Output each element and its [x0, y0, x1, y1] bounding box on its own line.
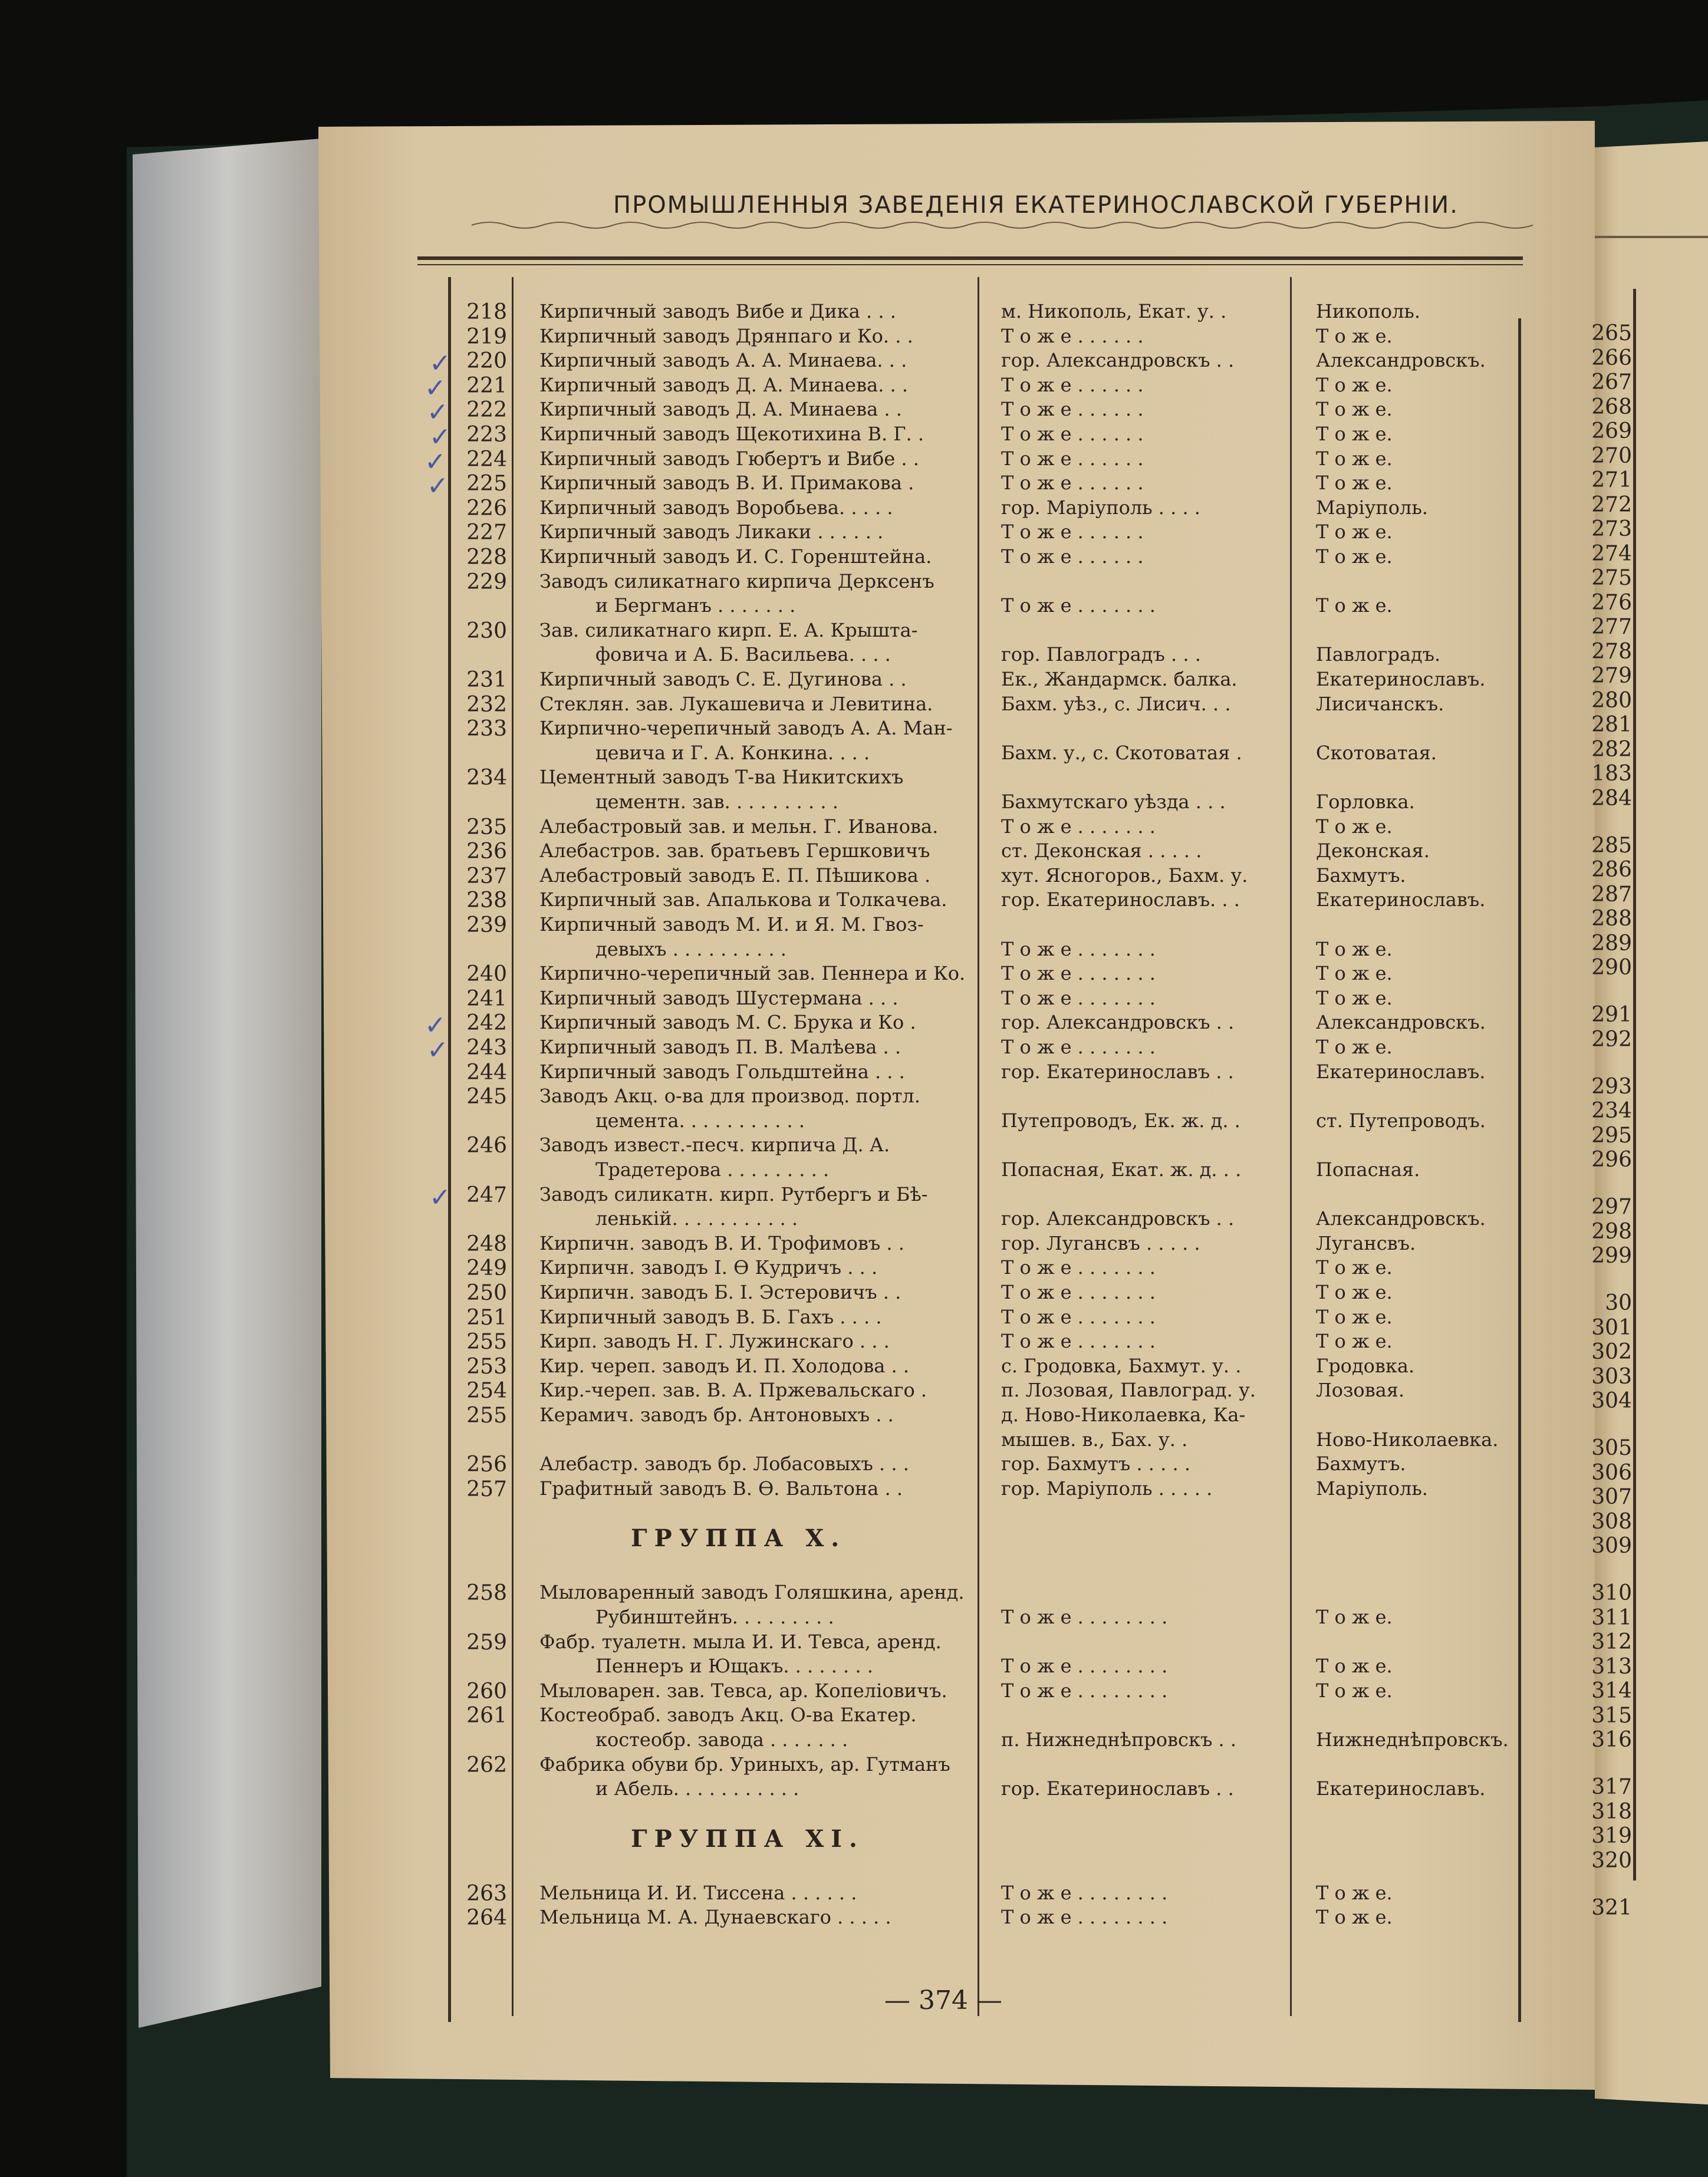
row-number: 250 — [466, 1281, 507, 1305]
right-page-row-number: 30 — [1605, 1291, 1632, 1315]
enterprise-location: Т о ж е . . . . . . — [1001, 521, 1144, 544]
enterprise-name: Алебастров. зав. братьевъ Гершковичъ — [539, 839, 930, 862]
right-page-row-number: 271 — [1591, 468, 1632, 492]
enterprise-name: Алебастровый заводъ Е. П. Пѣшикова . — [539, 864, 931, 887]
enterprise-location: Т о ж е . . . . . . — [1001, 398, 1144, 421]
right-page-row-number: 280 — [1591, 688, 1632, 713]
railway-station: Т о ж е. — [1316, 447, 1393, 470]
row-number: 237 — [466, 864, 507, 888]
enterprise-name: Рубинштейнъ. . . . . . . . . — [595, 1606, 834, 1628]
row-number: 238 — [466, 888, 507, 913]
page-header: ПРОМЫШЛЕННЫЯ ЗАВЕДЕНІЯ ЕКАТЕРИНОСЛАВСКОЙ ГУБЕРНІИ. — [613, 192, 1459, 219]
row-number: 224 — [466, 447, 507, 472]
enterprise-name: Мыловарен. зав. Тевса, ар. Копеліовичъ. — [539, 1679, 947, 1702]
row-number: 221 — [466, 373, 507, 398]
row-number: 259 — [466, 1630, 507, 1655]
enterprise-name: Фабрика обуви бр. Уриныхъ, ар. Гутманъ — [539, 1753, 950, 1776]
railway-station: Т о ж е. — [1316, 962, 1393, 985]
railway-station: Гродовка. — [1316, 1354, 1415, 1377]
enterprise-name: костеобр. завода . . . . . . . — [595, 1728, 848, 1751]
railway-station: Екатеринославъ. — [1316, 668, 1486, 690]
check-mark-icon: ✓ — [424, 446, 446, 477]
enterprise-name: Кирпичный заводъ А. А. Минаева. . . — [539, 349, 907, 372]
enterprise-location: гор. Екатеринославъ . . — [1001, 1777, 1234, 1800]
railway-station: Т о ж е. — [1316, 1256, 1393, 1279]
railway-station: Т о ж е. — [1316, 1606, 1393, 1628]
enterprise-name: Кирпично-черепичный заводъ А. А. Ман- — [539, 717, 953, 740]
railway-station: Бахмутъ. — [1316, 1453, 1406, 1476]
enterprise-location: Т о ж е . . . . . . . — [1001, 1256, 1156, 1279]
enterprise-location: гор. Маріуполь . . . . . — [1001, 1477, 1213, 1500]
railway-station: Лисичанскъ. — [1316, 692, 1444, 715]
enterprise-location: м. Никополь, Екат. у. . — [1001, 300, 1227, 322]
row-number: 234 — [466, 766, 507, 791]
railway-station: Т о ж е. — [1316, 1036, 1393, 1058]
railway-station: Скотоватая. — [1316, 741, 1437, 764]
right-page-row-number: 302 — [1591, 1340, 1632, 1364]
enterprise-name: Кирпичный заводъ В. Б. Гахъ . . . . — [539, 1305, 882, 1328]
enterprise-name: Кирпичный заводъ В. И. Примакова . — [539, 472, 914, 495]
enterprise-location: гор. Бахмутъ . . . . . — [1001, 1453, 1190, 1476]
railway-station: Маріуполь. — [1316, 496, 1428, 519]
right-page-row-number: 303 — [1591, 1364, 1632, 1389]
right-page-row-number: 319 — [1591, 1824, 1632, 1848]
enterprise-name: Алебастровый зав. и мельн. Г. Иванова. — [539, 815, 939, 838]
railway-station: Никополь. — [1316, 300, 1421, 322]
enterprise-name: Кирпичный заводъ П. В. Малѣева . . — [539, 1036, 901, 1058]
enterprise-location: Т о ж е . . . . . . . — [1001, 1036, 1156, 1058]
right-page-row-number: 321 — [1591, 1895, 1632, 1920]
right-page-row-number: 318 — [1591, 1799, 1632, 1824]
row-number: 246 — [466, 1134, 507, 1158]
right-page-row-number: 309 — [1591, 1534, 1632, 1558]
right-page-row-number: 301 — [1591, 1315, 1632, 1340]
railway-station: Екатеринославъ. — [1316, 888, 1486, 911]
row-number: 256 — [466, 1453, 507, 1477]
enterprise-location: Бахм. уѣз., с. Лисич. . . — [1001, 692, 1231, 715]
row-number: 226 — [466, 496, 507, 521]
enterprise-name: Кирпичный заводъ Гольдштейна . . . — [539, 1060, 905, 1083]
row-number: 227 — [466, 521, 507, 545]
right-page-row-number: 266 — [1591, 345, 1632, 370]
enterprise-name: Мыловаренный заводъ Голяшкина, аренд. — [539, 1581, 965, 1604]
enterprise-name: Мельница И. И. Тиссена . . . . . . — [539, 1881, 857, 1904]
page-number: — 374 — — [884, 1985, 1002, 2015]
railway-station: Т о ж е. — [1316, 1679, 1393, 1702]
enterprise-name: и Бергманъ . . . . . . . — [595, 594, 796, 617]
enterprise-location: гор. Павлоградъ . . . — [1001, 643, 1201, 666]
enterprise-name: девыхъ . . . . . . . . . . — [595, 937, 786, 960]
right-page-row-number: 285 — [1591, 833, 1632, 858]
railway-station: Павлоградъ. — [1316, 643, 1441, 666]
railway-station: Лозовая. — [1316, 1379, 1405, 1402]
enterprise-name: Кирпичный заводъ Д. А. Минаева . . — [539, 398, 902, 421]
right-page-row-number: 274 — [1591, 541, 1632, 566]
railway-station: Т о ж е. — [1316, 521, 1393, 544]
right-page-row-number: 234 — [1591, 1099, 1632, 1123]
right-page-row-number: 297 — [1591, 1195, 1632, 1219]
right-page-row-number: 299 — [1591, 1244, 1632, 1268]
enterprise-name: Кирпичн. заводъ Б. І. Эстеровичъ . . — [539, 1281, 901, 1303]
right-page-row-number: 317 — [1591, 1775, 1632, 1799]
enterprise-name: Заводъ силикатн. кирп. Рутбергъ и Бѣ- — [539, 1183, 928, 1206]
enterprise-name: цемента. . . . . . . . . . . — [595, 1109, 805, 1132]
row-number: 232 — [466, 692, 507, 717]
right-page-row-number: 313 — [1591, 1654, 1632, 1679]
enterprise-name: Алебастр. заводъ бр. Лобасовыхъ . . . — [539, 1453, 909, 1476]
row-number: 263 — [466, 1881, 507, 1906]
enterprise-location: хут. Ясногоров., Бахм. у. — [1001, 864, 1248, 887]
enterprise-location: Т о ж е . . . . . . — [1001, 324, 1144, 347]
check-mark-icon: ✓ — [427, 397, 449, 428]
enterprise-name: Кирпичный заводъ Гюбертъ и Вибе . . — [539, 447, 919, 470]
enterprise-name: Кирпичный заводъ Дрянпаго и Ко. . . — [539, 324, 913, 347]
right-page-row-number: 289 — [1591, 931, 1632, 956]
right-page-row-number: 268 — [1591, 394, 1632, 419]
row-number: 231 — [466, 668, 507, 692]
enterprise-location: Т о ж е . . . . . . . . — [1001, 1655, 1168, 1678]
enterprise-location: Т о ж е . . . . . . — [1001, 423, 1144, 445]
right-page-row-number: 286 — [1591, 858, 1632, 882]
row-number: 239 — [466, 913, 507, 937]
enterprise-name: Кирпичный заводъ Щекотихина В. Г. . — [539, 423, 924, 445]
railway-station: Т о ж е. — [1316, 815, 1393, 838]
row-number: 223 — [466, 423, 507, 447]
right-page-row-number: 273 — [1591, 517, 1632, 541]
row-number: 218 — [466, 300, 507, 324]
check-mark-icon: ✓ — [427, 471, 449, 502]
enterprise-name: Заводъ извест.-песч. кирпича Д. А. — [539, 1134, 890, 1157]
check-mark-icon: ✓ — [427, 1035, 449, 1065]
right-page-row-number: 279 — [1591, 664, 1632, 688]
enterprise-location: Т о ж е . . . . . . — [1001, 373, 1144, 396]
right-page-row-number: 270 — [1591, 443, 1632, 468]
enterprise-location: Т о ж е . . . . . . . . — [1001, 1881, 1168, 1904]
row-number: 248 — [466, 1231, 507, 1256]
row-number: 225 — [466, 472, 507, 496]
railway-station: Горловка. — [1316, 791, 1415, 813]
group-heading: ГРУППА XI. — [631, 1824, 864, 1853]
enterprise-name: Кирпичный заводъ М. И. и Я. М. Гвоз- — [539, 913, 924, 936]
row-number: 262 — [466, 1753, 507, 1777]
railway-station: Маріуполь. — [1316, 1477, 1428, 1500]
enterprise-location: Т о ж е . . . . . . . . — [1001, 1679, 1168, 1702]
right-page-row-number: 265 — [1591, 321, 1632, 345]
enterprise-name: цементн. зав. . . . . . . . . . — [595, 791, 838, 813]
enterprise-location: Т о ж е . . . . . . . — [1001, 962, 1156, 985]
right-page-row-number: 295 — [1591, 1123, 1632, 1148]
right-page-row-number: 305 — [1591, 1436, 1632, 1460]
right-page-row-number: 287 — [1591, 882, 1632, 907]
right-page-row-number: 316 — [1591, 1728, 1632, 1752]
row-number: 242 — [466, 1011, 507, 1036]
row-number: 247 — [466, 1183, 507, 1207]
enterprise-location: Т о ж е . . . . . . . — [1001, 1330, 1156, 1353]
row-number: 230 — [466, 618, 507, 643]
row-number: 249 — [466, 1256, 507, 1281]
railway-station: Александровскъ. — [1316, 1207, 1486, 1230]
right-page-row-number: 284 — [1591, 786, 1632, 811]
enterprise-name: Зав. силикатнаго кирп. Е. А. Крышта- — [539, 618, 918, 641]
enterprise-name: Керамич. заводъ бр. Антоновыхъ . . — [539, 1404, 894, 1426]
enterprise-location: Т о ж е . . . . . . . — [1001, 1281, 1156, 1303]
railway-station: Лугансвъ. — [1316, 1231, 1416, 1254]
row-number: 260 — [466, 1679, 507, 1704]
enterprise-location: мышев. в., Бах. у. . — [1001, 1428, 1188, 1451]
railway-station: Т о ж е. — [1316, 986, 1393, 1009]
enterprise-name: Кирпично-черепичный зав. Пеннера и Ко. — [539, 962, 966, 985]
right-page-row-number: 277 — [1591, 615, 1632, 639]
right-page-row-number: 315 — [1591, 1703, 1632, 1728]
enterprise-location: гор. Маріуполь . . . . — [1001, 496, 1200, 519]
railway-station: Екатеринославъ. — [1316, 1777, 1486, 1800]
enterprise-location: Бахм. у., с. Скотоватая . — [1001, 741, 1242, 764]
right-page-row-number: 290 — [1591, 956, 1632, 980]
enterprise-name: Кирпичный заводъ Вибе и Дика . . . — [539, 300, 896, 322]
row-number: 251 — [466, 1305, 507, 1330]
enterprise-name: Кирпичн. заводъ В. И. Трофимовъ . . — [539, 1231, 904, 1254]
railway-station: Нижнеднѣпровскъ. — [1316, 1728, 1509, 1751]
railway-station: Т о ж е. — [1316, 1906, 1393, 1929]
enterprise-location: Т о ж е . . . . . . . . — [1001, 1606, 1168, 1628]
railway-station: Деконская. — [1316, 839, 1430, 862]
enterprise-name: Традетерова . . . . . . . . . — [595, 1158, 830, 1181]
enterprise-location: гор. Александровскъ . . — [1001, 1207, 1235, 1230]
railway-station: Т о ж е. — [1316, 1881, 1393, 1904]
enterprise-location: Т о ж е . . . . . . — [1001, 472, 1144, 495]
railway-station: Александровскъ. — [1316, 1011, 1486, 1034]
right-page-row-number: 267 — [1591, 370, 1632, 394]
railway-station: Т о ж е. — [1316, 472, 1393, 495]
enterprise-location: п. Лозовая, Павлоград. у. — [1001, 1379, 1256, 1402]
enterprise-name: Кирпичный зав. Апалькова и Толкачева. — [539, 888, 947, 911]
enterprise-name: Кирпичн. заводъ І. Ѳ Кудричъ . . . — [539, 1256, 878, 1279]
enterprise-location: Бахмутскаго уѣзда . . . — [1001, 791, 1226, 813]
railway-station: Т о ж е. — [1316, 1305, 1393, 1328]
enterprise-name: Кирп. заводъ Н. Г. Лужинскаго . . . — [539, 1330, 890, 1353]
right-page-row-number: 306 — [1591, 1460, 1632, 1485]
right-page-row-number: 314 — [1591, 1679, 1632, 1703]
right-page-row-number: 308 — [1591, 1509, 1632, 1534]
right-page-row-number: 298 — [1591, 1219, 1632, 1244]
enterprise-location: Т о ж е . . . . . . — [1001, 545, 1144, 568]
enterprise-name: Кирпичный заводъ Воробьева. . . . . — [539, 496, 893, 519]
enterprise-name: Кирпичный заводъ С. Е. Дугинова . . — [539, 668, 907, 690]
row-number: 245 — [466, 1085, 507, 1109]
railway-station: Александровскъ. — [1316, 349, 1486, 372]
row-number: 264 — [466, 1906, 507, 1931]
right-page-row-number: 281 — [1591, 713, 1632, 737]
row-number: 257 — [466, 1477, 507, 1501]
railway-station: Т о ж е. — [1316, 1281, 1393, 1303]
group-heading: ГРУППА X. — [631, 1524, 847, 1553]
row-number: 240 — [466, 962, 507, 987]
right-page-row-number: 282 — [1591, 737, 1632, 762]
railway-station: Ново-Николаевка. — [1316, 1428, 1499, 1451]
enterprise-name: фовича и А. Б. Васильева. . . . — [595, 643, 891, 666]
row-number: 228 — [466, 545, 507, 569]
enterprise-location: гор. Александровскъ . . — [1001, 1011, 1235, 1034]
check-mark-icon: ✓ — [429, 422, 451, 452]
row-number: 222 — [466, 398, 507, 423]
railway-station: Попасная. — [1316, 1158, 1420, 1181]
enterprise-name: Кирпичный заводъ И. С. Горенштейна. — [539, 545, 932, 568]
enterprise-name: Заводъ Акц. о-ва для производ. портл. — [539, 1085, 920, 1108]
row-number: 233 — [466, 717, 507, 742]
enterprise-location: Т о ж е . . . . . . — [1001, 447, 1144, 470]
right-page-row-number: 288 — [1591, 907, 1632, 931]
enterprise-location: ст. Деконская . . . . . — [1001, 839, 1202, 862]
right-page-row-number: 269 — [1591, 419, 1632, 443]
enterprise-name: и Абель. . . . . . . . . . . — [595, 1777, 799, 1800]
right-page-row-number: 293 — [1591, 1074, 1632, 1099]
enterprise-location: Ек., Жандармск. балка. — [1001, 668, 1238, 690]
right-page-row-number: 312 — [1591, 1630, 1632, 1654]
enterprise-location: д. Ново-Николаевка, Ка- — [1001, 1404, 1246, 1426]
right-page-row-number: 291 — [1591, 1003, 1632, 1027]
enterprise-name: Кир. череп. заводъ И. П. Холодова . . — [539, 1354, 910, 1377]
railway-station: Бахмутъ. — [1316, 864, 1406, 887]
enterprise-name: Кир.-череп. зав. В. А. Пржевальскаго . — [539, 1379, 927, 1402]
row-number: 241 — [466, 986, 507, 1011]
check-mark-icon: ✓ — [429, 348, 451, 379]
enterprise-name: Кирпичный заводъ Д. А. Минаева. . . — [539, 373, 909, 396]
enterprise-name: Графитный заводъ В. Ѳ. Вальтона . . — [539, 1477, 903, 1500]
right-page-row-number: 183 — [1591, 762, 1632, 786]
railway-station: Т о ж е. — [1316, 373, 1393, 396]
enterprise-location: гор. Екатеринославъ . . — [1001, 1060, 1234, 1083]
row-number: 255 — [466, 1404, 507, 1428]
right-page-row-number: 311 — [1591, 1605, 1632, 1630]
check-mark-icon: ✓ — [424, 373, 446, 403]
railway-station: Екатеринославъ. — [1316, 1060, 1486, 1083]
enterprise-location: Т о ж е . . . . . . . — [1001, 815, 1156, 838]
railway-station: Т о ж е. — [1316, 423, 1393, 445]
enterprise-name: Заводъ силикатнаго кирпича Дерксенъ — [539, 569, 934, 592]
right-page-row-number: 292 — [1591, 1027, 1632, 1052]
row-number: 236 — [466, 839, 507, 864]
enterprise-location: п. Нижнеднѣпровскъ . . — [1001, 1728, 1236, 1751]
enterprise-location: с. Гродовка, Бахмут. у. . — [1001, 1354, 1242, 1377]
enterprise-location: гор. Александровскъ . . — [1001, 349, 1235, 372]
enterprise-name: Костеобраб. заводъ Акц. О-ва Екатер. — [539, 1704, 917, 1727]
row-number: 258 — [466, 1581, 507, 1606]
railway-station: Т о ж е. — [1316, 1330, 1393, 1353]
row-number: 255 — [466, 1330, 507, 1355]
enterprise-location: гор. Лугансвъ . . . . . — [1001, 1231, 1200, 1254]
railway-station: Т о ж е. — [1316, 594, 1393, 617]
railway-station: ст. Путепроводъ. — [1316, 1109, 1486, 1132]
row-number: 254 — [466, 1379, 507, 1404]
right-page-row-number: 304 — [1591, 1389, 1632, 1413]
check-mark-icon: ✓ — [429, 1182, 451, 1213]
right-page-row-number: 276 — [1591, 590, 1632, 615]
right-page-row-number: 320 — [1591, 1848, 1632, 1873]
row-number: 261 — [466, 1704, 507, 1728]
right-page-row-number: 278 — [1591, 639, 1632, 664]
enterprise-location: гор. Екатеринославъ. . . — [1001, 888, 1240, 911]
enterprise-location: Т о ж е . . . . . . . — [1001, 594, 1156, 617]
enterprise-location: Т о ж е . . . . . . . . — [1001, 1906, 1168, 1929]
enterprise-location: Попасная, Екат. ж. д. . . — [1001, 1158, 1242, 1181]
right-page-row-number: 310 — [1591, 1581, 1632, 1605]
row-number: 229 — [466, 569, 507, 594]
row-number: 235 — [466, 815, 507, 839]
right-page-row-number: 296 — [1591, 1148, 1632, 1172]
enterprise-name: Пеннеръ и Ющакъ. . . . . . . . — [595, 1655, 873, 1678]
right-page-row-number: 275 — [1591, 566, 1632, 590]
row-number: 244 — [466, 1060, 507, 1085]
enterprise-location: Т о ж е . . . . . . . — [1001, 1305, 1156, 1328]
enterprise-name: Фабр. туалетн. мыла И. И. Тевса, аренд. — [539, 1630, 942, 1653]
row-number: 220 — [466, 349, 507, 374]
enterprise-name: Кирпичный заводъ Ликаки . . . . . . — [539, 521, 884, 544]
row-number: 243 — [466, 1036, 507, 1060]
right-page-row-number: 307 — [1591, 1485, 1632, 1509]
enterprise-name: Мельница М. А. Дунаевскаго . . . . . — [539, 1906, 891, 1929]
railway-station: Т о ж е. — [1316, 398, 1393, 421]
enterprise-name: Кирпичный заводъ Шустермана . . . — [539, 986, 899, 1009]
enterprise-name: Стеклян. зав. Лукашевича и Левитина. — [539, 692, 933, 715]
enterprise-name: Кирпичный заводъ М. С. Брука и Ко . — [539, 1011, 916, 1034]
railway-station: Т о ж е. — [1316, 324, 1393, 347]
enterprise-location: Т о ж е . . . . . . . — [1001, 986, 1156, 1009]
enterprise-location: Путепроводъ, Ек. ж. д. . — [1001, 1109, 1240, 1132]
right-page-row-number: 272 — [1591, 492, 1632, 517]
enterprise-location: Т о ж е . . . . . . . — [1001, 937, 1156, 960]
enterprise-name: Цементный заводъ Т-ва Никитскихъ — [539, 766, 904, 789]
railway-station: Т о ж е. — [1316, 1655, 1393, 1678]
railway-station: Т о ж е. — [1316, 545, 1393, 568]
row-number: 219 — [466, 324, 507, 349]
row-number: 253 — [466, 1354, 507, 1379]
enterprise-name: ленькій. . . . . . . . . . . — [595, 1207, 798, 1230]
railway-station: Т о ж е. — [1316, 937, 1393, 960]
check-mark-icon: ✓ — [424, 1010, 446, 1041]
enterprise-name: цевича и Г. А. Конкина. . . . — [595, 741, 870, 764]
